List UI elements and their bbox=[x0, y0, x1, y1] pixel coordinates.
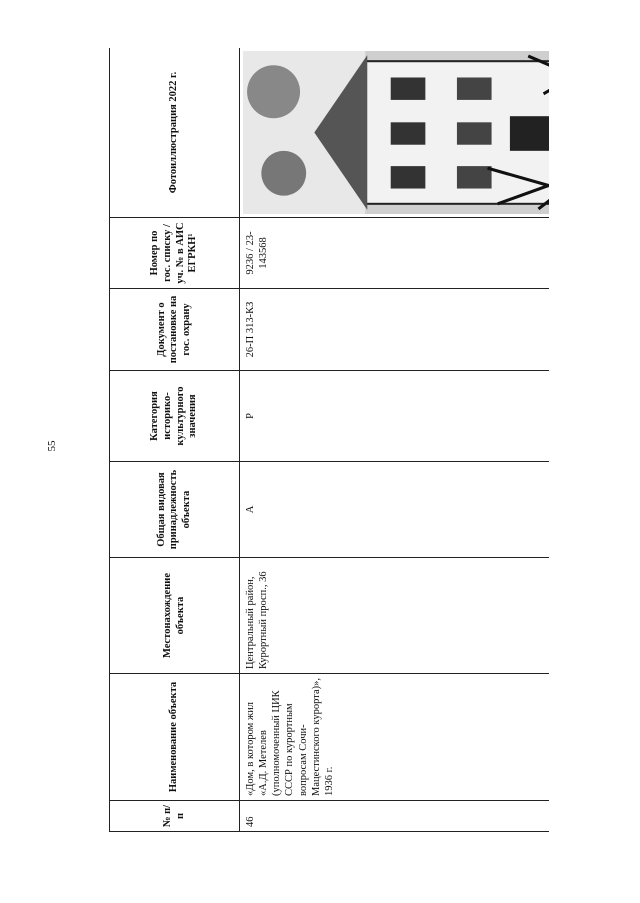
house-photo bbox=[243, 51, 549, 214]
cell-photo bbox=[240, 48, 550, 218]
header-location: Местонахождение объекта bbox=[110, 558, 240, 674]
header-category: Категория историко-культурного значения bbox=[110, 371, 240, 462]
header-type: Общая видовая принадлежность объекта bbox=[110, 462, 240, 558]
page-number: 55 bbox=[46, 440, 58, 452]
cell-document: 26-П 313-КЗ bbox=[240, 289, 550, 371]
cell-num: 46 bbox=[240, 801, 550, 832]
monuments-table bbox=[109, 48, 549, 832]
header-num: № п/п bbox=[110, 801, 240, 832]
document-table-wrapper bbox=[109, 48, 549, 832]
table-header-row bbox=[110, 48, 240, 832]
cell-category: Р bbox=[240, 371, 550, 462]
table-row bbox=[240, 48, 550, 832]
cell-type: А bbox=[240, 462, 550, 558]
cell-registry: 9236 / 23-143568 bbox=[240, 218, 550, 289]
cell-name: «Дом, в котором жил «А.Д. Метелев (уполномоченный ЦИК СССР по курортным вопросам Сочи-Мацестинского курорта)», 1936 г. bbox=[240, 674, 550, 801]
header-name: Наименование объекта bbox=[110, 674, 240, 801]
header-registry: Номер по гос. списку /уч. № в АИС ЕГРКН¹ bbox=[110, 218, 240, 289]
header-photo: Фотоиллюстрация 2022 г. bbox=[110, 48, 240, 218]
cell-location: Центральный район, Курортный просп., 36 bbox=[240, 558, 550, 674]
rotated-table-container bbox=[109, 48, 549, 832]
header-document: Документ о постановке на гос. охрану bbox=[110, 289, 240, 371]
